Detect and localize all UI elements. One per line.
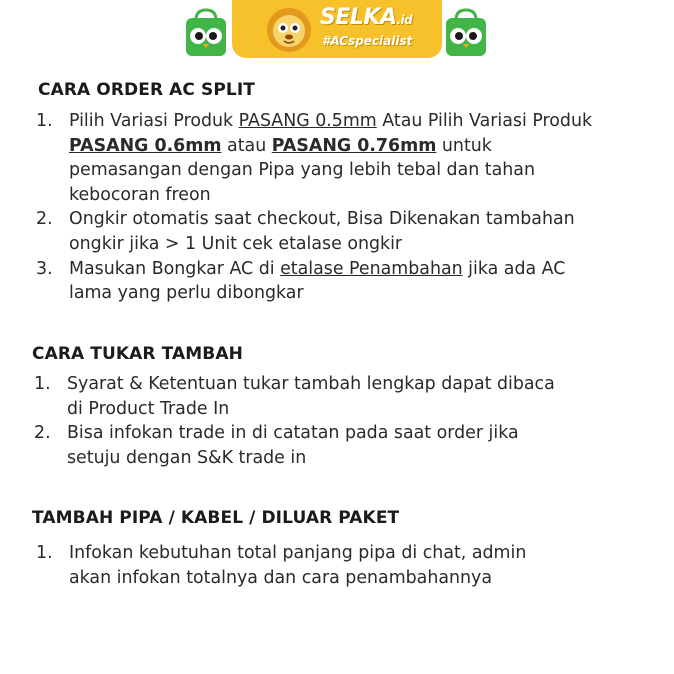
list-number: 3. [36, 258, 53, 279]
list-text: untuk pemasangan dengan Pipa yang lebih tebal dan tahan kebocoran freon [69, 135, 535, 205]
list-number: 1. [34, 374, 51, 394]
variant-highlight: PASANG 0.76mm [271, 135, 437, 156]
section-title-pipe: TAMBAH PIPA / KABEL / DILUAR PAKET [32, 508, 400, 528]
header [0, 0, 674, 66]
list-number: 2. [34, 423, 51, 444]
owl-shopping-bag-icon [440, 6, 492, 58]
list-text: Infokan kebutuhan total panjang pipa di chat, admin akan infokan totalnya dan cara penambahannya [69, 543, 527, 588]
pipe-steps-list [36, 541, 556, 590]
brand-banner [232, 0, 442, 58]
order-steps-list [36, 109, 606, 306]
list-number: 1. [36, 111, 53, 131]
list-item [34, 421, 574, 470]
brand-suffix: .id [396, 13, 413, 27]
etalase-link: etalase Penambahan [280, 258, 463, 279]
list-text: Ongkir otomatis saat checkout, Bisa Dikenakan tambahan ongkir jika > 1 Unit cek etalase ongkir [69, 209, 575, 254]
owl-shopping-bag-icon [180, 6, 232, 58]
list-item [36, 541, 556, 590]
list-item [36, 257, 606, 306]
list-text: Atau Pilih Variasi Produk [376, 111, 593, 131]
list-text: Syarat & Ketentuan tukar tambah lengkap dapat dibaca di Product Trade In [67, 374, 555, 419]
section-title-trade: CARA TUKAR TAMBAH [32, 344, 243, 364]
brand-name [320, 5, 412, 30]
lion-mascot-icon [264, 4, 314, 54]
section-title-order: CARA ORDER AC SPLIT [38, 80, 255, 100]
list-text: atau [221, 135, 272, 156]
trade-steps-list [34, 372, 574, 470]
list-text: Masukan Bongkar AC di [69, 258, 281, 279]
variant-link: PASANG 0.5mm [238, 111, 377, 131]
list-text: Bisa infokan trade in di catatan pada saat order jika setuju dengan S&K trade in [67, 423, 519, 468]
brand-text: SELKA [320, 5, 397, 30]
list-number: 2. [36, 209, 53, 230]
list-number: 1. [36, 543, 53, 563]
variant-highlight: PASANG 0.6mm [69, 135, 222, 156]
brand-tagline: #ACspecialist [322, 34, 413, 48]
list-item [36, 109, 606, 207]
list-item [36, 207, 606, 256]
list-text: Pilih Variasi Produk [69, 111, 239, 131]
list-text: jika ada AC lama yang perlu dibongkar [69, 258, 566, 304]
list-item [34, 372, 574, 421]
